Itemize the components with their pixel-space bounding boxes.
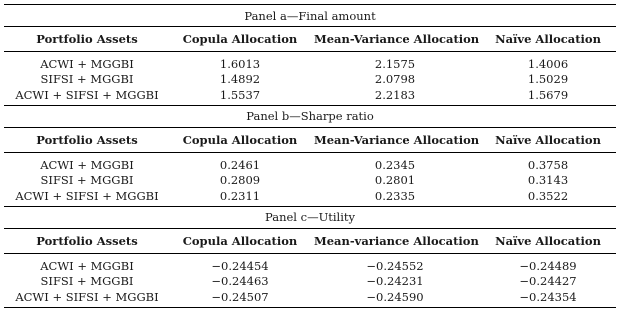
table-cell: −0.24507	[170, 289, 310, 307]
table-cell: ACWI + SIFSI + MGGBI	[15, 188, 159, 203]
panel-title: Panel a—Final amount	[4, 5, 616, 27]
table-cell: ACWI + MGGBI	[40, 258, 134, 273]
table-cell: SIFSI + MGGBI	[40, 274, 134, 289]
column-header: Mean-variance Allocation	[310, 228, 480, 253]
column-header: Mean-Variance Allocation	[310, 27, 480, 52]
table-cell: SIFSI + MGGBI	[40, 72, 134, 87]
table-row	[4, 274, 616, 289]
panel-title: Panel b—Sharpe ratio	[4, 105, 616, 127]
table-cell: 0.2801	[374, 173, 416, 188]
table-cell: −0.24454	[211, 258, 269, 273]
column-header: Naïve Allocation	[480, 27, 616, 52]
table-cell: −0.24489	[519, 258, 577, 273]
table-cell: 0.2335	[374, 188, 416, 203]
column-header: Copula Allocation	[170, 228, 310, 253]
column-header: Portfolio Assets	[4, 127, 170, 152]
panel-b	[4, 105, 616, 206]
table-row	[4, 173, 616, 188]
table-cell: 0.2461	[219, 158, 261, 173]
table-cell: 1.5679	[527, 87, 569, 102]
table-cell: ACWI + MGGBI	[40, 57, 134, 72]
table-cell: 0.2345	[374, 158, 416, 173]
table-cell: 2.2183	[374, 87, 416, 102]
column-header: Copula Allocation	[170, 27, 310, 52]
table-cell: −0.24590	[310, 289, 480, 307]
column-header: Portfolio Assets	[4, 228, 170, 253]
table-row	[4, 253, 616, 274]
table-cell: 1.5537	[219, 87, 261, 102]
table-cell: 0.3143	[527, 173, 569, 188]
table-cell: 0.2311	[219, 188, 261, 203]
table-row	[4, 289, 616, 307]
panel-a	[4, 5, 616, 106]
table-cell: 1.6013	[219, 57, 261, 72]
table-cell: −0.24354	[480, 289, 616, 307]
table-cell: −0.24231	[366, 274, 424, 289]
results-table	[4, 4, 616, 308]
column-header: Naïve Allocation	[480, 228, 616, 253]
table-cell: ACWI + SIFSI + MGGBI	[15, 87, 159, 102]
table-cell: 2.1575	[374, 57, 416, 72]
table-cell: −0.24427	[519, 274, 577, 289]
table-row	[4, 72, 616, 87]
panel-title: Panel c—Utility	[4, 206, 616, 228]
table-cell: 0.3522	[527, 188, 569, 203]
column-header: Naïve Allocation	[480, 127, 616, 152]
column-header: Portfolio Assets	[4, 27, 170, 52]
table-cell: SIFSI + MGGBI	[40, 173, 134, 188]
table-row	[4, 152, 616, 173]
table-cell: ACWI + SIFSI + MGGBI	[4, 289, 170, 307]
table-cell: −0.24552	[366, 258, 424, 273]
panel-c	[4, 206, 616, 307]
table-row	[4, 52, 616, 73]
table-cell: 1.4892	[219, 72, 261, 87]
table-cell: −0.24463	[211, 274, 269, 289]
table-row	[4, 188, 616, 206]
column-header: Copula Allocation	[170, 127, 310, 152]
table-cell: 0.2809	[219, 173, 261, 188]
table-cell: 1.5029	[527, 72, 569, 87]
table-cell: ACWI + MGGBI	[40, 158, 134, 173]
table-row	[4, 88, 616, 106]
table-cell: 0.3758	[527, 158, 569, 173]
column-header: Mean-Variance Allocation	[310, 127, 480, 152]
table-cell: 1.4006	[527, 57, 569, 72]
table-cell: 2.0798	[374, 72, 416, 87]
